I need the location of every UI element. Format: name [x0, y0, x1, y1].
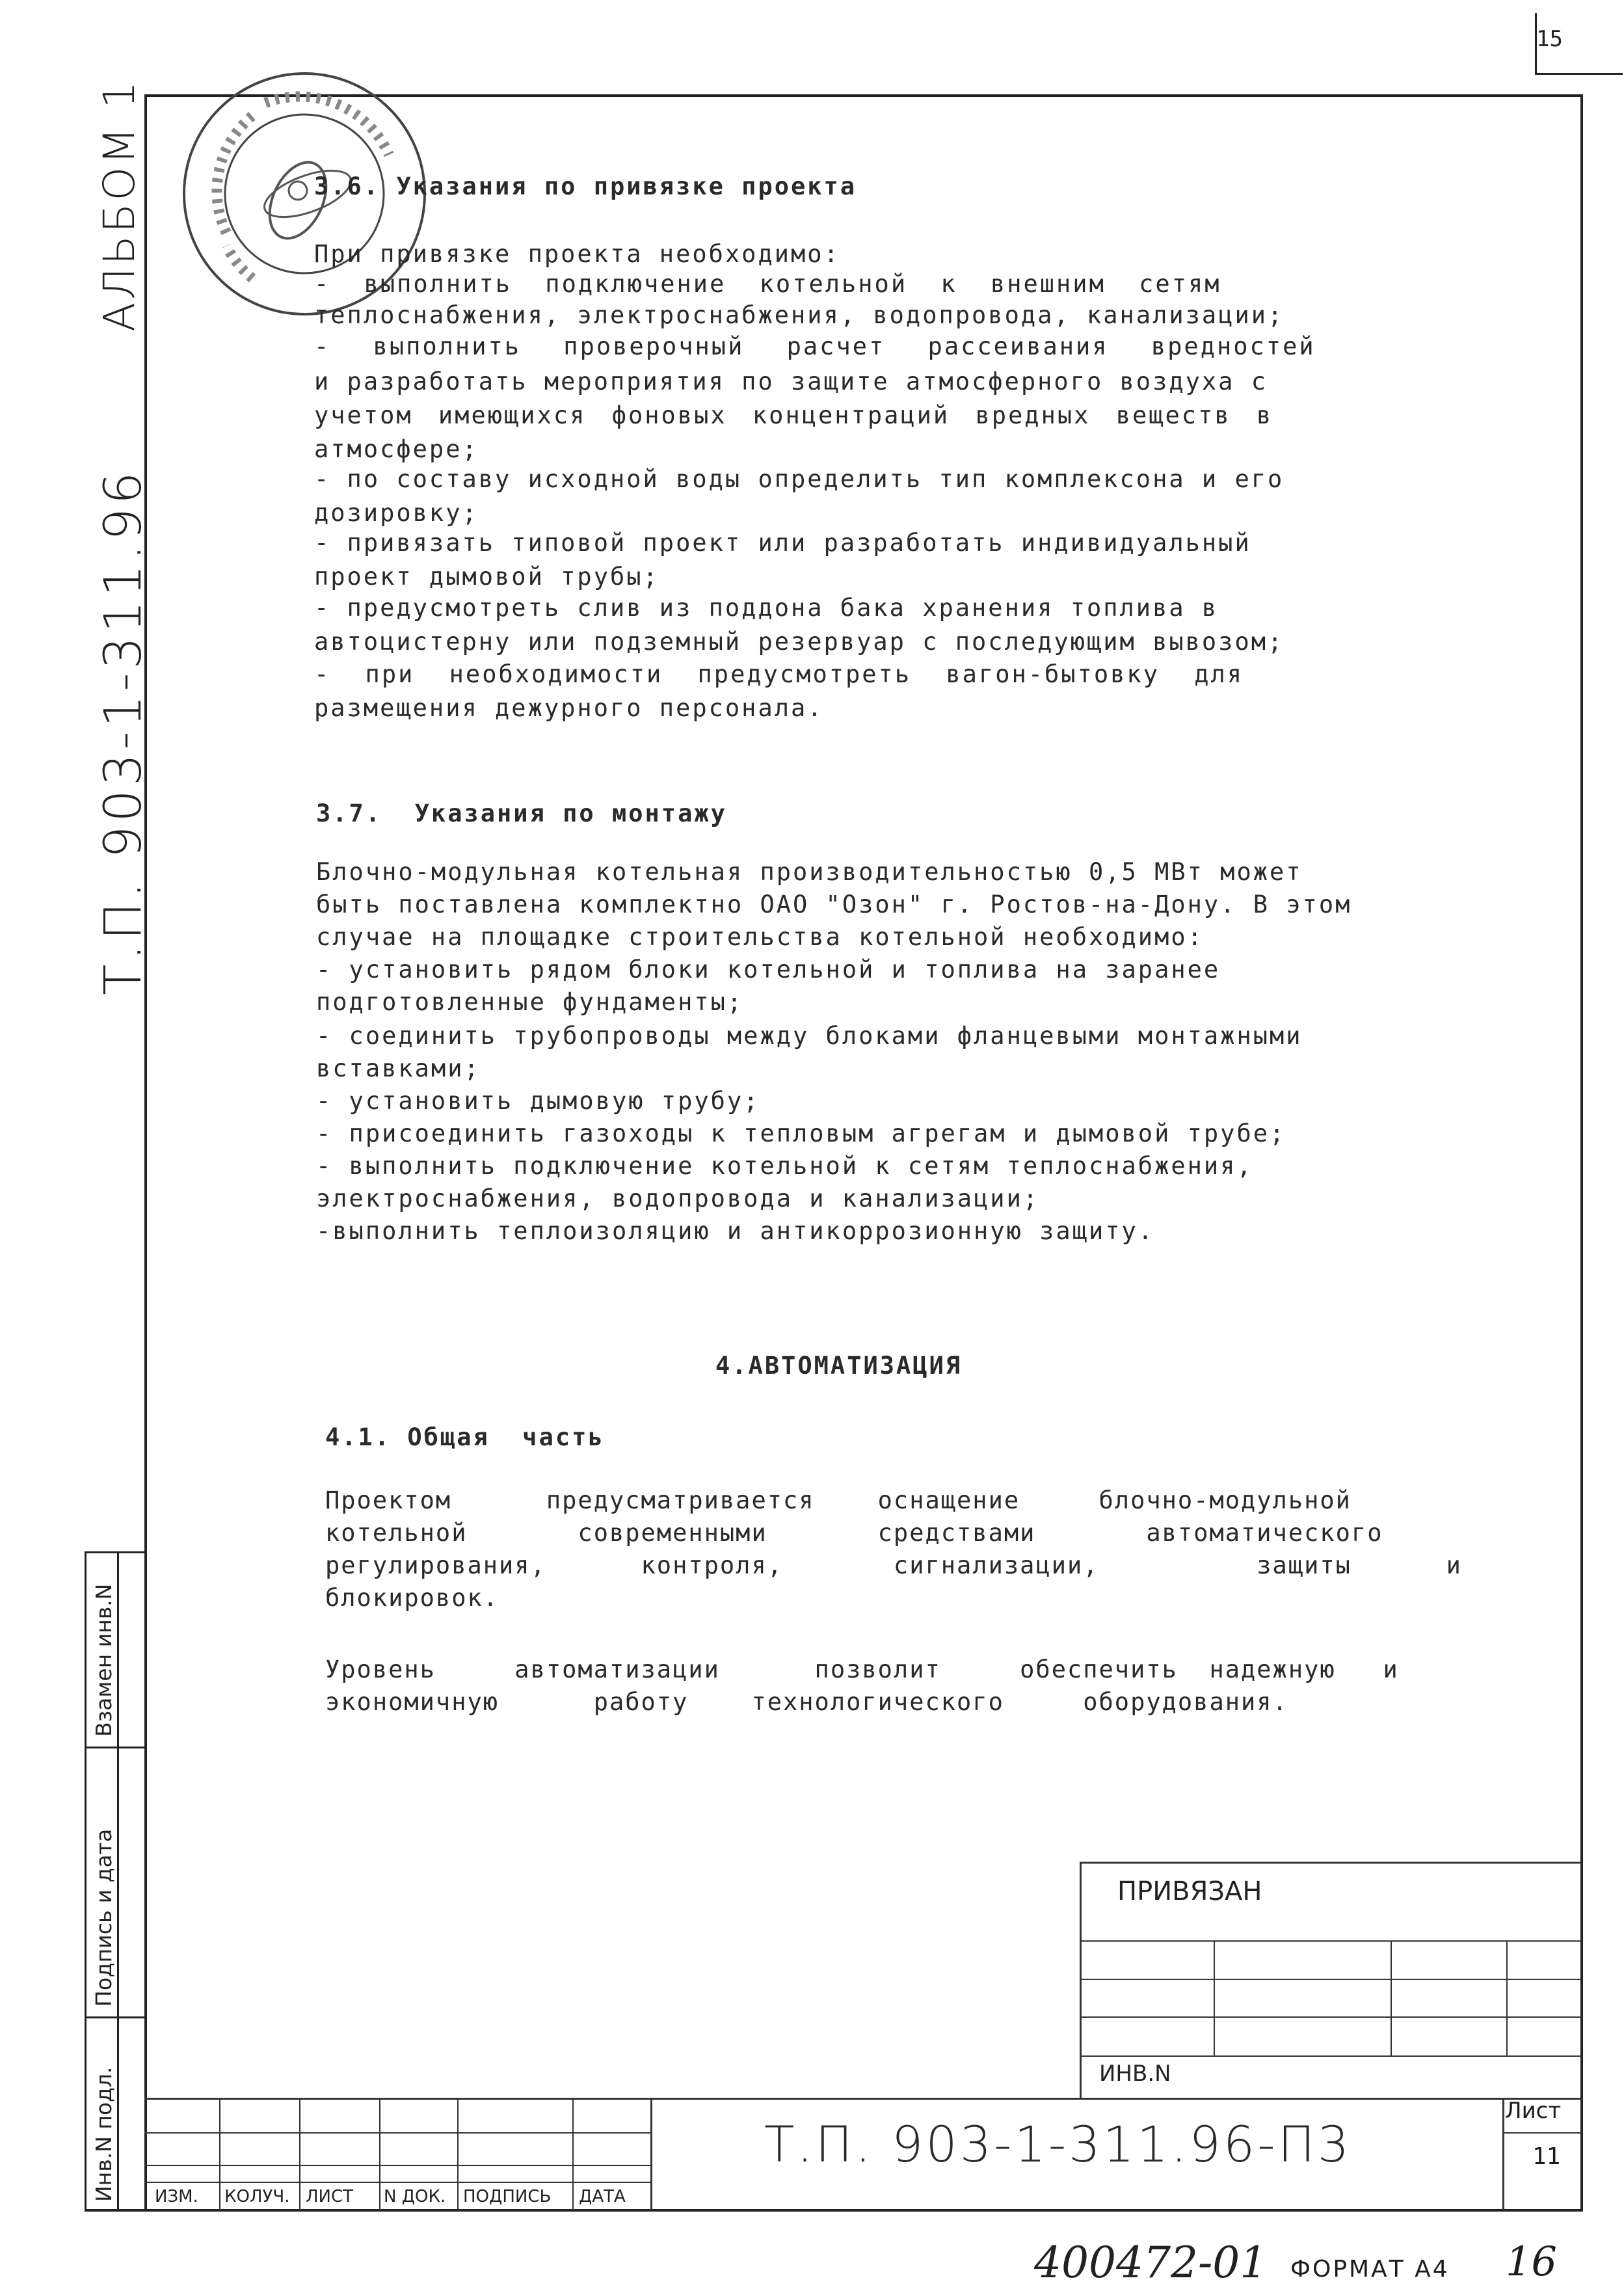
- bind-stamp-left: [1080, 1862, 1082, 2099]
- side-stamp-mid: [117, 1551, 119, 2212]
- side-stamp-left: [85, 1551, 87, 2212]
- title-block-col: [219, 2098, 220, 2210]
- spine-code: Т.П. 903-1-311.96: [94, 468, 153, 995]
- title-block-top: [144, 2098, 1582, 2100]
- section-3-7-line: Блочно-модульная котельная производительностью 0,5 МВт может: [316, 858, 1303, 886]
- section-3-6-line: - выполнить проверочный расчет рассеивания вредностей: [314, 332, 1316, 360]
- side-stamp-top: [85, 1551, 144, 1553]
- section-4-para1-line: регулирования, контроля, сигнализации, защиты и: [325, 1551, 1462, 1579]
- section-3-7-line: - выполнить подключение котельной к сетям теплоснабжения,: [316, 1152, 1253, 1180]
- title-block-col: [457, 2098, 459, 2210]
- col-label-ndok: N ДОК.: [384, 2187, 446, 2206]
- col-label-koluch: КОЛУЧ.: [224, 2187, 290, 2206]
- section-3-6-heading: 3.6. Указания по привязке проекта: [314, 172, 857, 200]
- section-3-6-line: - выполнить подключение котельной к внешним сетям: [314, 270, 1221, 298]
- col-label-izm: ИЗМ.: [155, 2187, 198, 2206]
- section-4-para2-line: Уровень автоматизации позволит обеспечить надежную и: [325, 1655, 1399, 1683]
- section-3-7-line: - установить дымовую трубу;: [316, 1087, 760, 1115]
- section-3-6-line: - привязать типовой проект или разработать индивидуальный: [314, 529, 1251, 557]
- sheet-label: Лист: [1505, 2098, 1562, 2124]
- inv-original-label: Инв.N подл.: [91, 2067, 116, 2202]
- bind-stamp-col: [1506, 1940, 1508, 2055]
- title-block-row: [144, 2165, 652, 2166]
- sheet-number: 11: [1532, 2143, 1561, 2170]
- col-label-podpis: ПОДПИСЬ: [463, 2187, 552, 2206]
- section-4-1-heading: 4.1. Общая часть: [325, 1423, 605, 1451]
- col-label-data: ДАТА: [579, 2187, 626, 2206]
- section-3-6-line: автоцистерну или подземный резервуар с последующим вывозом;: [314, 628, 1285, 656]
- section-3-7-heading: 3.7. Указания по монтажу: [316, 799, 727, 827]
- section-3-7-line: вставками;: [316, 1054, 481, 1082]
- section-3-7-line: электроснабжения, водопровода и канализации;: [316, 1185, 1040, 1212]
- document-code: Т.П. 903-1-311.96-П3: [764, 2115, 1352, 2173]
- section-3-6-line: учетом имеющихся фоновых концентраций вредных веществ в: [314, 401, 1273, 429]
- title-block-col: [299, 2098, 300, 2210]
- section-4-para1-line: Проектом предусматривается оснащение блочно-модульной: [325, 1486, 1351, 1514]
- col-label-list: ЛИСТ: [306, 2187, 354, 2206]
- format-label: ФОРМАТ А4: [1290, 2256, 1450, 2282]
- page-number-box-line: [1535, 73, 1623, 75]
- frame-bottom: [85, 2209, 1583, 2212]
- section-4-para2-line: экономичную работу технологического оборудования.: [325, 1688, 1288, 1716]
- section-3-6-line: теплоснабжения, электроснабжения, водопровода, канализации;: [314, 301, 1285, 329]
- frame-right: [1580, 94, 1583, 2212]
- section-3-6-line: дозировку;: [314, 499, 479, 527]
- side-stamp-div1: [85, 1747, 144, 1748]
- inventory-number: 400472-01: [1034, 2238, 1268, 2288]
- title-block-row: [144, 2132, 652, 2134]
- title-block-col: [572, 2098, 574, 2210]
- bind-stamp-col: [1391, 1940, 1392, 2055]
- section-3-7-line: - установить рядом блоки котельной и топлива на заранее: [316, 956, 1221, 984]
- section-3-7-line: -выполнить теплоизоляцию и антикоррозионную защиту.: [316, 1217, 1155, 1245]
- title-block-row: [1502, 2132, 1582, 2134]
- signature-date-label: Подпись и дата: [91, 1828, 116, 2007]
- section-3-7-line: подготовленные фундаменты;: [316, 988, 744, 1016]
- section-3-6-line: - при необходимости предусмотреть вагон-бытовку для: [314, 660, 1244, 688]
- frame-left: [144, 94, 147, 2212]
- title-block-col: [379, 2098, 380, 2210]
- section-4-para1-line: блокировок.: [325, 1584, 499, 1612]
- section-3-6-line: размещения дежурного персонала.: [314, 694, 824, 722]
- section-4-heading: 4.АВТОМАТИЗАЦИЯ: [715, 1352, 963, 1380]
- section-3-6-line: проект дымовой трубы;: [314, 563, 659, 591]
- album-label: АЛЬБОМ 1: [94, 78, 144, 332]
- section-3-6-line: и разработать мероприятия по защите атмосферного воздуха с: [314, 368, 1268, 395]
- title-block-col: [650, 2098, 652, 2210]
- section-3-6-line: - предусмотреть слив из поддона бака хранения топлива в: [314, 594, 1219, 622]
- replace-inv-label: Взамен инв.N: [91, 1583, 116, 1737]
- bind-stamp-top: [1080, 1862, 1582, 1864]
- title-block-row: [144, 2182, 652, 2183]
- section-4-para1-line: котельной современными средствами автоматического: [325, 1519, 1383, 1547]
- section-3-7-line: - соединить трубопроводы между блоками фланцевыми монтажными: [316, 1022, 1303, 1050]
- page-number: 15: [1536, 26, 1563, 52]
- bound-label: ПРИВЯЗАН: [1117, 1877, 1262, 1907]
- section-3-7-line: - присоединить газоходы к тепловым агрегам и дымовой трубе;: [316, 1119, 1286, 1147]
- section-3-6-line: атмосфере;: [314, 435, 479, 463]
- inv-label: ИНВ.N: [1099, 2061, 1171, 2087]
- section-3-7-line: случае на площадке строительства котельной необходимо:: [316, 923, 1204, 951]
- handwritten-page-number: 16: [1506, 2238, 1557, 2285]
- side-stamp-div2: [85, 2016, 144, 2018]
- bind-stamp-col: [1214, 1940, 1215, 2055]
- bind-stamp-row: [1080, 2055, 1582, 2057]
- section-3-6-intro: При привязке проекта необходимо:: [314, 240, 840, 268]
- section-3-6-line: - по составу исходной воды определить тип комплексона и его: [314, 465, 1285, 493]
- title-block-col: [1502, 2098, 1504, 2210]
- section-3-7-line: быть поставлена комплектно ОАО "Озон" г. Ростов-на-Дону. В этом: [316, 890, 1352, 918]
